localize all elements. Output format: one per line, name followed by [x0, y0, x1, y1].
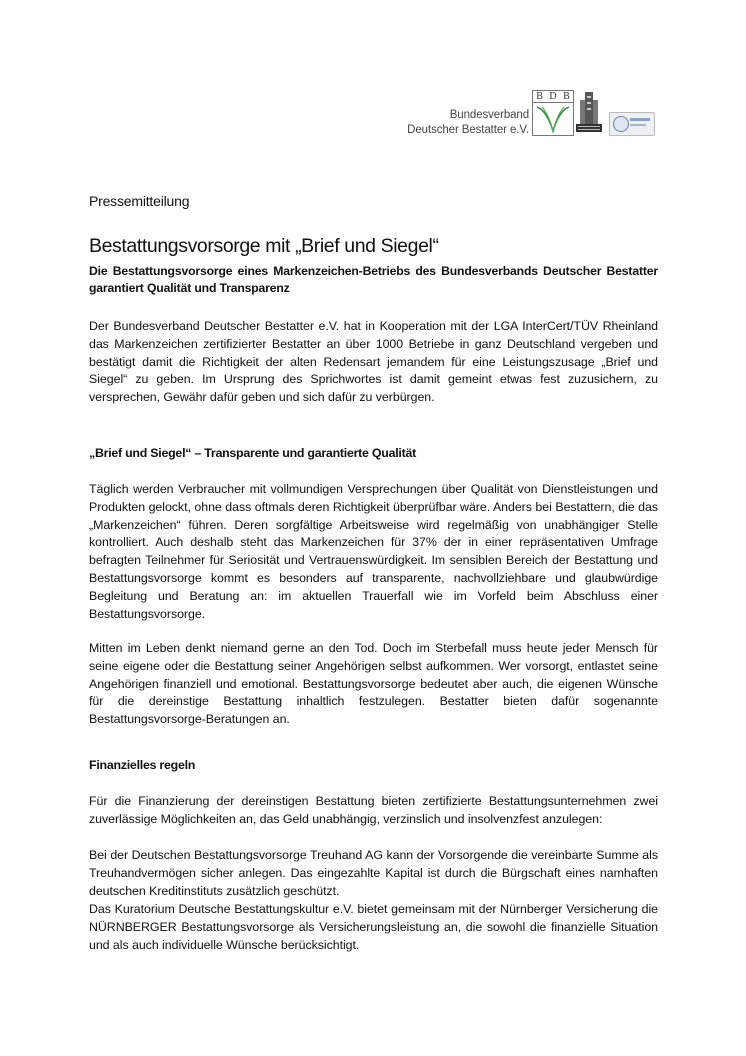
finance-paragraph-3: Das Kuratorium Deutsche Bestattungskultur e.V. bietet gemeinsam mit der Nürnberger Versicherung die NÜRNBERGER Bestattungsvorsorge als Versicherungsleistung an, die sowohl die finanzielle Situation und als auch individuelle Wünsche berücksichtigt. [89, 902, 658, 952]
bdb-logo-letters [533, 91, 573, 103]
header-organization-name [407, 108, 529, 138]
quality-paragraph-2: Mitten im Leben denkt niemand gerne an den Tod. Doch im Sterbefall muss heute jeder Mensch für seine eigene oder die Bestattung seiner Angehörigen selbst aufkommen. Wer vorsorgt, entlastet seine Angehörigen finanziell und emotional. Bestattungsvorsorge bedeutet aber auch, die eigenen Wünsche für die dereinstige Bestattung inhaltlich festzulegen. Bestatter bieten dafür sogenannte Bestattungsvorsorge-Beratungen an. [89, 641, 658, 727]
bdb-logo [532, 90, 574, 136]
bdb-letter-2: D [549, 91, 557, 102]
document-label: Pressemitteilung [89, 193, 190, 209]
quality-paragraph-1: Täglich werden Verbraucher mit vollmundigen Versprechungen über Qualität von Dienstleistungen und Produkten gelockt, ohne dass oftmals deren Richtigkeit überprüfbar wäre. Anders bei Bestattern, die das „Markenzeichen“ führen. Deren sorgfältige Arbeitsweise wird regelmäßig von unabhängiger Stelle kontrolliert. Auch deshalb steht das Markenzeichen für 37% der in einer repräsentativen Umfrage befragten Teilnehmer für Seriosität und Vertrauenswürdigkeit. Im sensiblen Bereich der Bestattung und Bestattungsvorsorge kommt es besonders auf transparente, nachvollziehbare und glaubwürdige Begleitung und Beratung an: im aktuellen Trauerfall wie im Vorfeld beim Abschluss einer Bestattungsvorsorge. [89, 482, 658, 621]
section-heading-quality: „Brief und Siegel“ – Transparente und garantierte Qualität [89, 446, 417, 460]
org-name-line-2: Deutscher Bestatter e.V. [407, 124, 529, 136]
page-subtitle: Die Bestattungsvorsorge eines Markenzeichen-Betriebs des Bundesverbands Deutscher Bestatter garantiert Qualität und Transparenz [89, 264, 658, 295]
section-heading-finance: Finanzielles regeln [89, 758, 196, 772]
certification-seal-icon [609, 112, 655, 136]
org-name-line-1: Bundesverband [449, 109, 529, 121]
bdb-leaf-icon [533, 103, 573, 135]
bdb-letter-1: B [536, 91, 543, 102]
intro-paragraph: Der Bundesverband Deutscher Bestatter e.V. hat in Kooperation mit der LGA InterCert/TÜV Rheinland das Markenzeichen zertifizierter Bestatter an über 1000 Betriebe in ganz Deutschland vergeben und bestätigt damit die Richtigkeit der alten Redensart jemandem für eine Leistungszusage „Brief und Siegel“ zu geben. Im Ursprung des Sprichwortes ist damit gemeint etwas fest zuzusichern, zu versprechen, Gewähr dafür geben und sich dafür zu verbürgen. [89, 319, 658, 405]
bdb-letter-3: B [563, 91, 570, 102]
finance-paragraph-2: Bei der Deutschen Bestattungsvorsorge Treuhand AG kann der Vorsorgende die vereinbarte Summe als Treuhandvermögen sicher anlegen. Das eingezahlte Kapital ist durch die Bürgschaft eines namhaften deutschen Kreditinstituts zusätzlich geschützt. [89, 848, 658, 898]
finance-paragraph-1: Für die Finanzierung der dereinstigen Bestattung bieten zertifizierte Bestattungsunternehmen zwei zuverlässige Möglichkeiten an, das Geld unabhängig, verzinslich und insolvenzfest anzulegen: [89, 794, 658, 826]
page-title: Bestattungsvorsorge mit „Brief und Siegel“ [89, 235, 439, 257]
seal-tower-icon [574, 90, 604, 136]
